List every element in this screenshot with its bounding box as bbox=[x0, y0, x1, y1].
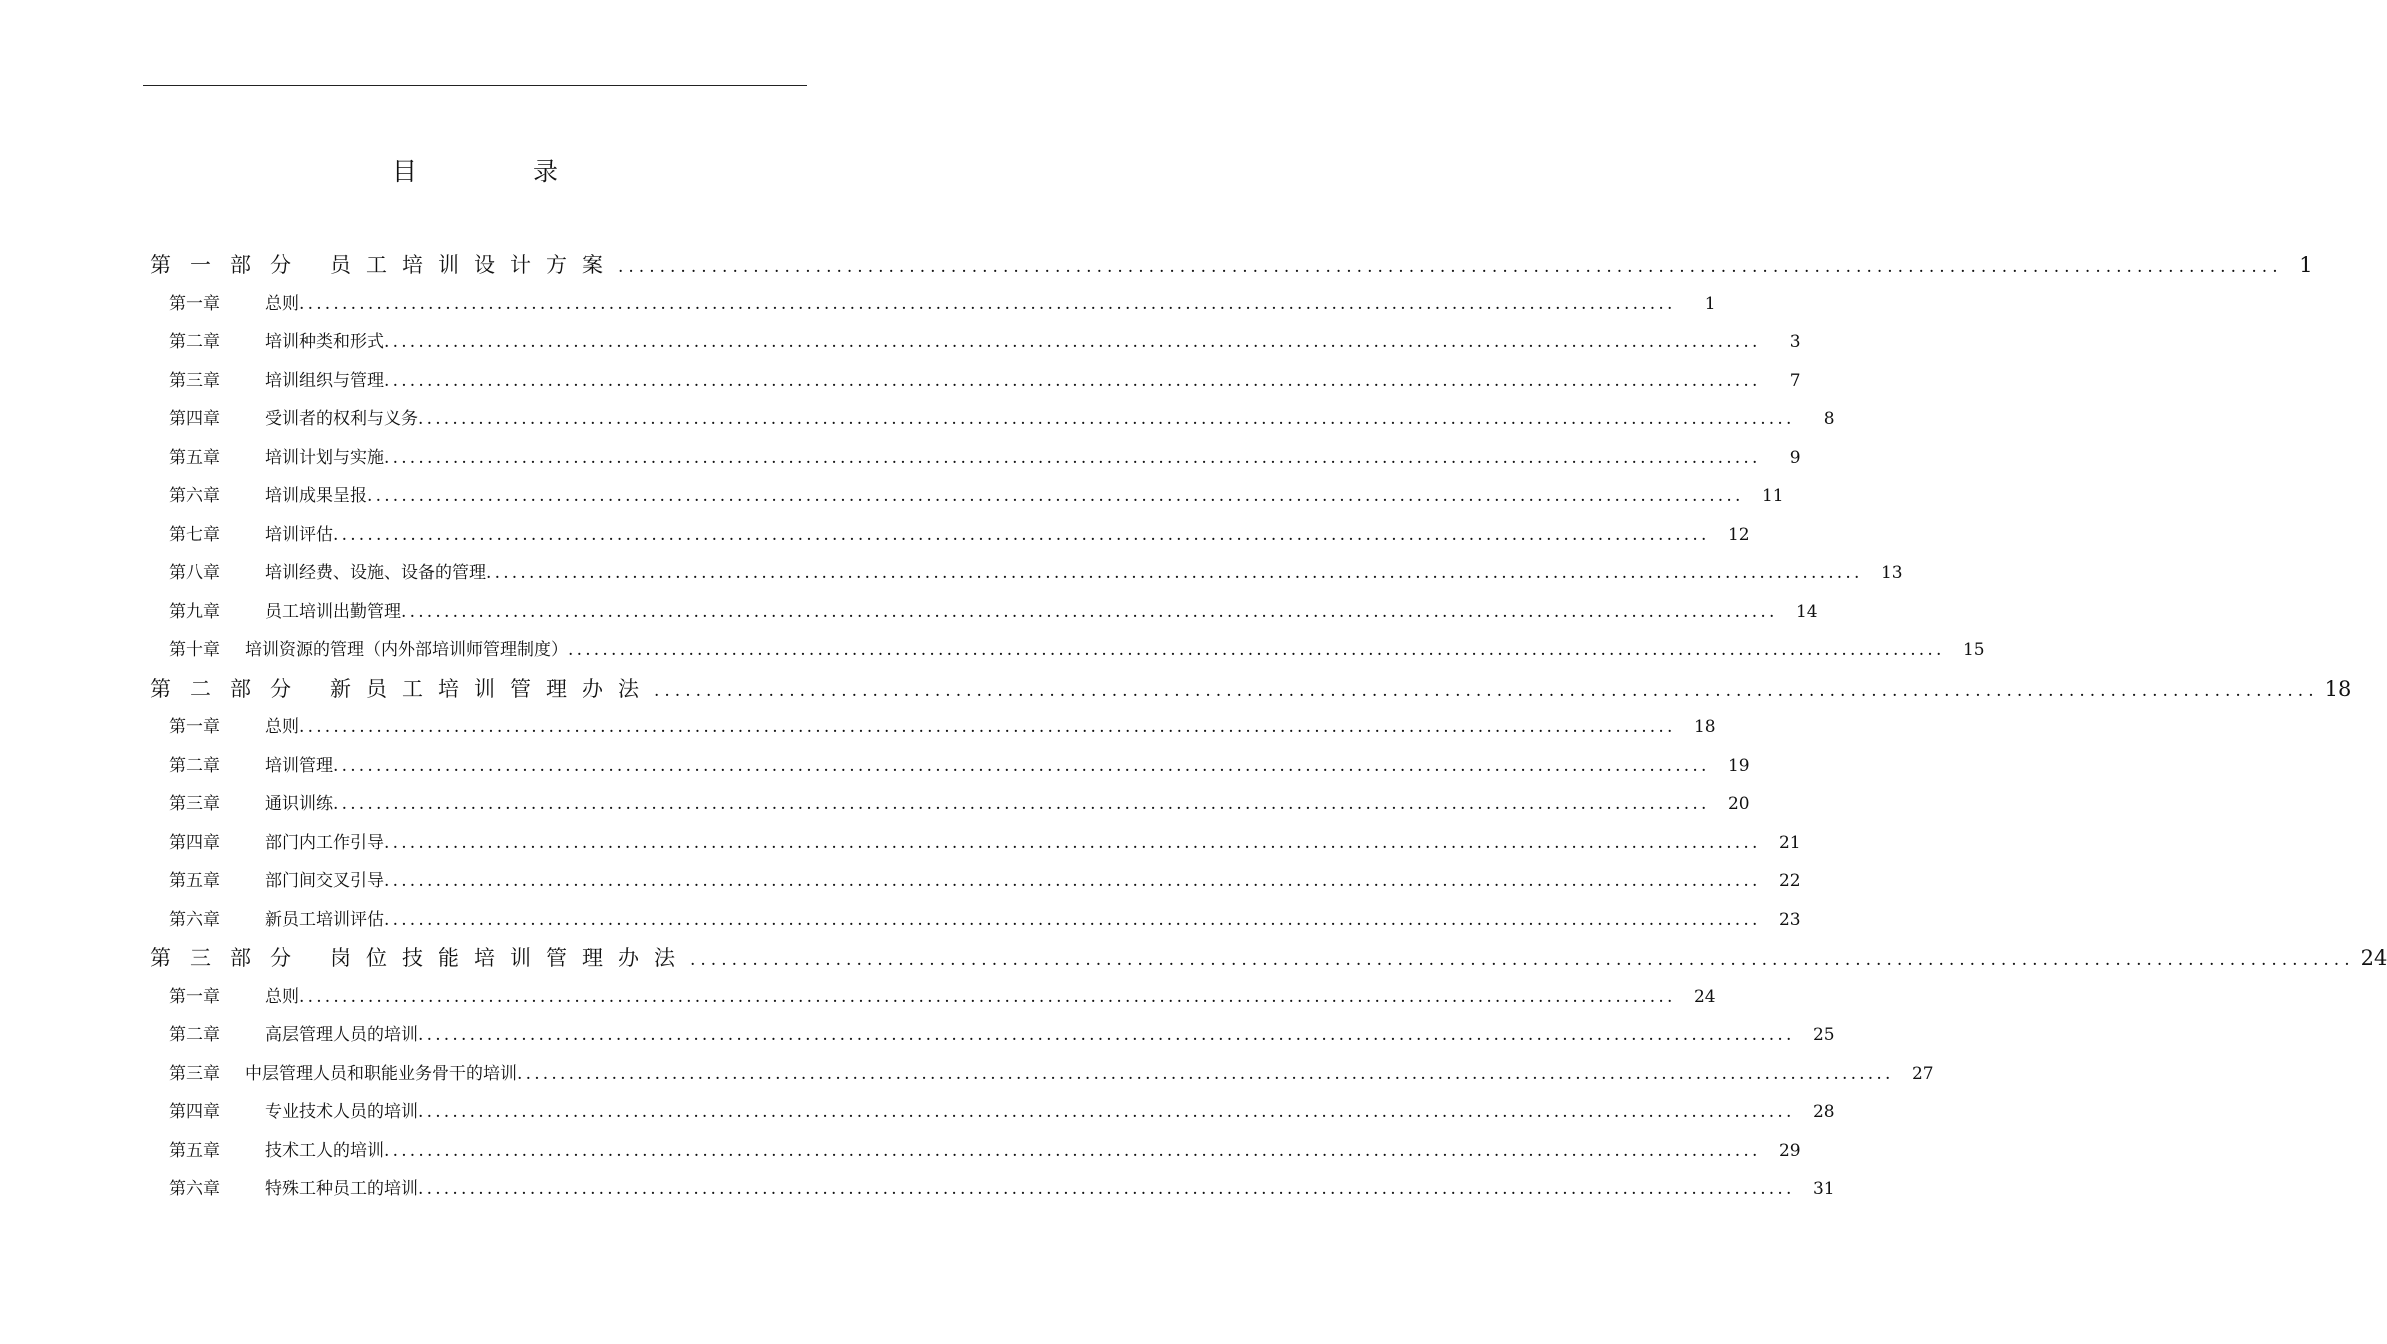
part-title: 新员工培训管理办法 bbox=[330, 676, 654, 701]
chapter-label: 第九章 bbox=[169, 601, 220, 622]
chapter-label: 第六章 bbox=[169, 909, 220, 930]
chapter-title: 技术工人的培训 bbox=[265, 1140, 384, 1161]
chapter-page-number: 11 bbox=[1761, 486, 1784, 506]
dot-leader: ................................................................................................................................................................ bbox=[333, 794, 1710, 814]
chapter-label: 第二章 bbox=[169, 332, 220, 352]
toc-chapter-entry[interactable] bbox=[150, 631, 1985, 670]
dot-leader: ................................................................................................................................................................ bbox=[384, 871, 1761, 891]
dot-leader: ................................................................................................................................................................ bbox=[299, 986, 1676, 1007]
chapter-label: 第十章 bbox=[169, 640, 220, 660]
chapter-page-number: 28 bbox=[1812, 1102, 1835, 1122]
chapter-page-number: 20 bbox=[1727, 794, 1750, 814]
dot-leader: ................................................................................................................................................................ bbox=[384, 1140, 1761, 1161]
chapter-label: 第四章 bbox=[169, 409, 220, 429]
chapter-title: 特殊工种员工的培训 bbox=[265, 1179, 418, 1199]
part-page-number: 18 bbox=[2324, 676, 2352, 701]
toc-part-entry[interactable] bbox=[150, 246, 2313, 285]
chapter-title: 培训成果呈报 bbox=[265, 486, 367, 506]
toc-chapter-entry[interactable] bbox=[150, 477, 1784, 516]
toc-chapter-entry[interactable] bbox=[150, 747, 1750, 786]
chapter-page-number: 15 bbox=[1962, 640, 1985, 660]
chapter-label: 第二章 bbox=[169, 755, 220, 776]
toc-title: 目 录 bbox=[392, 157, 612, 186]
part-title: 员工培训设计方案 bbox=[330, 253, 618, 277]
chapter-title: 总则 bbox=[265, 293, 299, 314]
chapter-title: 培训管理 bbox=[265, 755, 333, 776]
dot-leader: ................................................................................................................................................................ bbox=[299, 717, 1676, 737]
toc-chapter-entry[interactable] bbox=[150, 362, 1801, 401]
dot-leader: ................................................................................................................................................................ bbox=[333, 524, 1710, 545]
toc-chapter-entry[interactable] bbox=[150, 285, 1716, 324]
chapter-page-number: 12 bbox=[1727, 524, 1750, 545]
dot-leader: ................................................................................................................................................................ bbox=[568, 640, 1945, 660]
toc-chapter-entry[interactable] bbox=[150, 1170, 1835, 1209]
chapter-page-number: 23 bbox=[1778, 909, 1801, 930]
toc-chapter-entry[interactable] bbox=[150, 439, 1801, 478]
chapter-label: 第一章 bbox=[169, 986, 220, 1007]
toc-chapter-entry[interactable] bbox=[150, 708, 1716, 747]
chapter-label: 第七章 bbox=[169, 524, 220, 545]
chapter-label: 第五章 bbox=[169, 447, 220, 468]
chapter-label: 第八章 bbox=[169, 563, 220, 583]
dot-leader: ................................................................................................................................................................ bbox=[299, 293, 1676, 314]
chapter-label: 第六章 bbox=[169, 486, 220, 506]
chapter-label: 第二章 bbox=[169, 1025, 220, 1045]
dot-leader: ................................................................................................................................................................ bbox=[418, 1179, 1795, 1199]
toc-chapter-entry[interactable] bbox=[150, 978, 1716, 1017]
dot-leader: ................................................................................................................................................................ bbox=[418, 409, 1795, 429]
chapter-label: 第五章 bbox=[169, 871, 220, 891]
chapter-title: 员工培训出勤管理 bbox=[265, 601, 401, 622]
table-of-contents bbox=[150, 246, 2387, 1209]
chapter-page-number: 21 bbox=[1778, 832, 1801, 853]
chapter-title: 培训资源的管理（内外部培训师管理制度） bbox=[245, 640, 568, 660]
chapter-title: 部门间交叉引导 bbox=[265, 871, 384, 891]
chapter-title: 总则 bbox=[265, 986, 299, 1007]
toc-chapter-entry[interactable] bbox=[150, 1016, 1835, 1055]
chapter-title: 受训者的权利与义务 bbox=[265, 409, 418, 429]
chapter-title: 部门内工作引导 bbox=[265, 832, 384, 853]
chapter-title: 培训评估 bbox=[265, 524, 333, 545]
chapter-page-number: 8 bbox=[1823, 409, 1835, 429]
dot-leader: ................................................................................................................................................................ bbox=[384, 447, 1761, 468]
dot-leader: ................................................................................................................................................................ bbox=[654, 680, 2319, 701]
chapter-page-number: 14 bbox=[1795, 601, 1818, 622]
toc-chapter-entry[interactable] bbox=[150, 554, 1903, 593]
dot-leader: ................................................................................................................................................................ bbox=[418, 1025, 1795, 1045]
chapter-page-number: 13 bbox=[1880, 563, 1903, 583]
header-rule bbox=[143, 85, 807, 86]
chapter-page-number: 3 bbox=[1789, 332, 1801, 352]
toc-chapter-entry[interactable] bbox=[150, 862, 1801, 901]
part-page-number: 24 bbox=[2360, 946, 2387, 970]
chapter-page-number: 31 bbox=[1812, 1179, 1835, 1199]
toc-part-entry[interactable] bbox=[150, 939, 2387, 978]
dot-leader: ................................................................................................................................................................ bbox=[690, 950, 2355, 970]
toc-chapter-entry[interactable] bbox=[150, 785, 1750, 824]
dot-leader: ................................................................................................................................................................ bbox=[384, 909, 1761, 930]
chapter-page-number: 19 bbox=[1727, 755, 1750, 776]
chapter-title: 新员工培训评估 bbox=[265, 909, 384, 930]
chapter-title: 专业技术人员的培训 bbox=[265, 1102, 418, 1122]
dot-leader: ................................................................................................................................................................ bbox=[618, 257, 2283, 277]
toc-chapter-entry[interactable] bbox=[150, 1132, 1801, 1171]
chapter-label: 第六章 bbox=[169, 1179, 220, 1199]
chapter-page-number: 29 bbox=[1778, 1140, 1801, 1161]
chapter-title: 中层管理人员和职能业务骨干的培训 bbox=[245, 1063, 517, 1084]
chapter-label: 第三章 bbox=[169, 794, 220, 814]
dot-leader: ................................................................................................................................................................ bbox=[486, 563, 1863, 583]
chapter-label: 第三章 bbox=[169, 370, 220, 391]
chapter-page-number: 7 bbox=[1789, 370, 1801, 391]
part-label: 第二部分 bbox=[150, 676, 310, 701]
toc-part-entry[interactable] bbox=[150, 670, 2352, 709]
chapter-title: 通识训练 bbox=[265, 794, 333, 814]
toc-chapter-entry[interactable] bbox=[150, 824, 1801, 863]
toc-chapter-entry[interactable] bbox=[150, 1093, 1835, 1132]
chapter-label: 第四章 bbox=[169, 1102, 220, 1122]
part-label: 第一部分 bbox=[150, 253, 310, 277]
part-title: 岗位技能培训管理办法 bbox=[330, 946, 690, 970]
dot-leader: ................................................................................................................................................................ bbox=[367, 486, 1744, 506]
dot-leader: ................................................................................................................................................................ bbox=[401, 601, 1778, 622]
dot-leader: ................................................................................................................................................................ bbox=[333, 755, 1710, 776]
chapter-page-number: 9 bbox=[1789, 447, 1801, 468]
chapter-page-number: 1 bbox=[1704, 293, 1716, 314]
dot-leader: ................................................................................................................................................................ bbox=[418, 1102, 1795, 1122]
dot-leader: ................................................................................................................................................................ bbox=[384, 832, 1761, 853]
chapter-label: 第一章 bbox=[169, 293, 220, 314]
part-page-number: 1 bbox=[2299, 253, 2313, 277]
chapter-title: 培训组织与管理 bbox=[265, 370, 384, 391]
chapter-page-number: 27 bbox=[1911, 1063, 1934, 1084]
dot-leader: ................................................................................................................................................................ bbox=[384, 370, 1761, 391]
chapter-page-number: 24 bbox=[1693, 986, 1716, 1007]
chapter-page-number: 25 bbox=[1812, 1025, 1835, 1045]
chapter-label: 第五章 bbox=[169, 1140, 220, 1161]
chapter-title: 高层管理人员的培训 bbox=[265, 1025, 418, 1045]
dot-leader: ................................................................................................................................................................ bbox=[384, 332, 1761, 352]
chapter-label: 第三章 bbox=[169, 1063, 220, 1084]
chapter-page-number: 22 bbox=[1778, 871, 1801, 891]
toc-chapter-entry[interactable] bbox=[150, 1055, 1934, 1094]
toc-chapter-entry[interactable] bbox=[150, 516, 1750, 555]
chapter-label: 第一章 bbox=[169, 717, 220, 737]
toc-chapter-entry[interactable] bbox=[150, 400, 1835, 439]
chapter-title: 培训计划与实施 bbox=[265, 447, 384, 468]
toc-chapter-entry[interactable] bbox=[150, 323, 1801, 362]
part-label: 第三部分 bbox=[150, 946, 310, 970]
chapter-label: 第四章 bbox=[169, 832, 220, 853]
chapter-title: 培训经费、设施、设备的管理 bbox=[265, 563, 486, 583]
dot-leader: ................................................................................................................................................................ bbox=[517, 1063, 1894, 1084]
toc-chapter-entry[interactable] bbox=[150, 593, 1818, 632]
chapter-title: 培训种类和形式 bbox=[265, 332, 384, 352]
chapter-title: 总则 bbox=[265, 717, 299, 737]
toc-chapter-entry[interactable] bbox=[150, 901, 1801, 940]
chapter-page-number: 18 bbox=[1693, 717, 1716, 737]
